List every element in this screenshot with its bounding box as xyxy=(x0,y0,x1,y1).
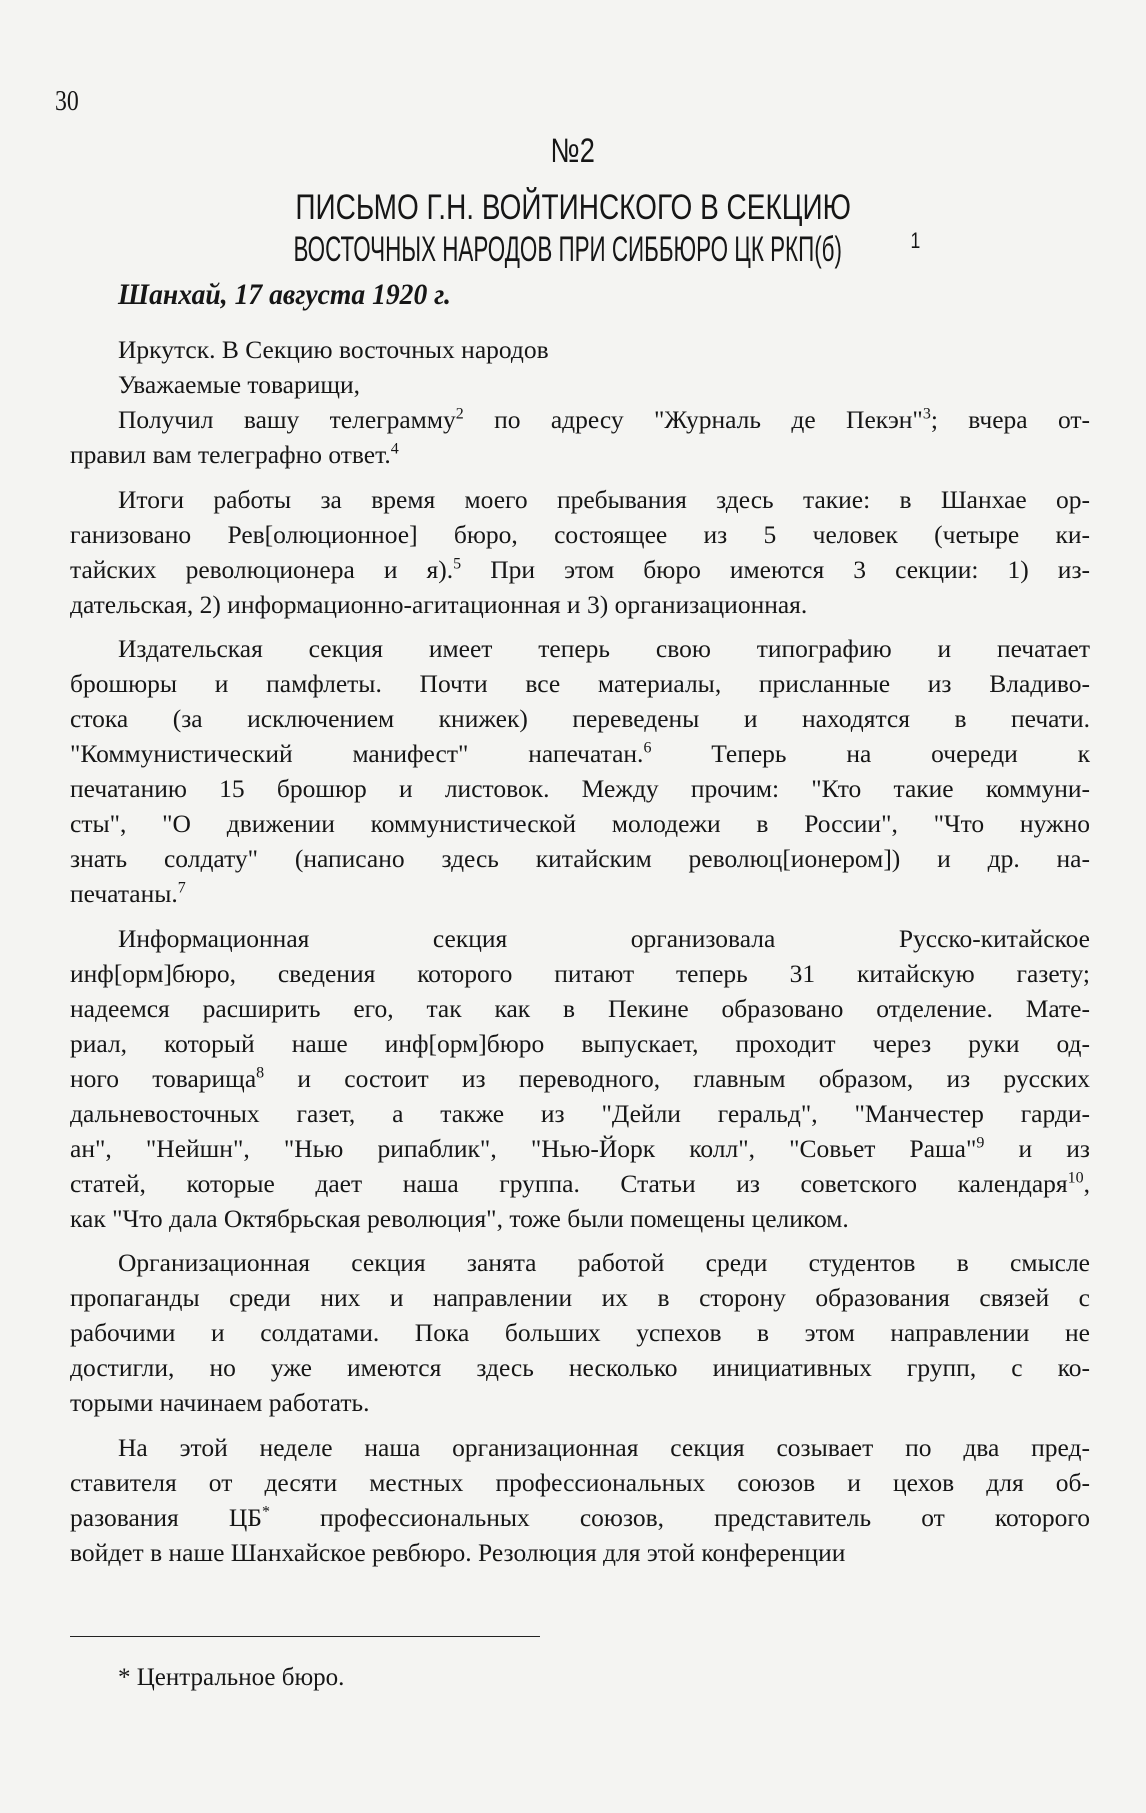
text-line: Итоги работы за время моего пребывания здесь такие: в Шанхае ор- xyxy=(118,484,1090,514)
paragraph xyxy=(70,367,1090,402)
document-number-text: №2 xyxy=(550,132,596,170)
text-line: печатаны.$^7$ xyxy=(70,879,186,908)
text-line: ного товарища$^8$ и состоит из переводного, главным образом, из русских xyxy=(70,1063,1090,1093)
text-line: Получил вашу телеграмму$^2$ по адресу "Журналь де Пекэн"$^3$; вчера от- xyxy=(118,405,1091,434)
text-line: Иркутск. В Секцию восточных народов xyxy=(118,335,549,364)
text-line: дальневосточных газет, а также из "Дейли геральд", "Манчестер гарди- xyxy=(70,1098,1090,1128)
text-line: Организационная секция занята работой среди студентов в смысле xyxy=(118,1248,1090,1277)
text-line: Уважаемые товарищи, xyxy=(118,370,361,399)
text-line: войдет в наше Шанхайское ревбюро. Резолюция для этой конференции xyxy=(70,1537,846,1567)
text-line: На этой неделе наша организационная секция созывает по два пред- xyxy=(118,1432,1090,1462)
text-line: достигли, но уже имеются здесь несколько инициативных групп, с ко- xyxy=(70,1353,1090,1382)
text-line: Издательская секция имеет теперь свою типографию и печатает xyxy=(118,634,1090,663)
paragraph xyxy=(70,482,1090,622)
footnote-ref: 5 xyxy=(453,555,462,572)
text-line: "Коммунистический манифест" напечатан.$^6$ Теперь на очереди к xyxy=(70,739,1090,768)
footnote-ref: 4 xyxy=(390,440,399,458)
text-line: как "Что дала Октябрьская революция", тоже были помещены целиком. xyxy=(70,1203,849,1233)
footnote: * Центральное бюро. xyxy=(118,1664,345,1691)
place-date: Шанхай, 17 августа 1920 г. xyxy=(118,278,451,311)
text-line: сты", "О движении коммунистической молодежи в России", "Что нужно xyxy=(70,809,1090,838)
letter-body xyxy=(70,332,1090,1579)
text-line: надеемся расширить его, так как в Пекине образовано отделение. Мате- xyxy=(70,993,1090,1023)
text-line: ганизовано Рев[олюционное] бюро, состоящее из 5 человек (четыре ки- xyxy=(70,519,1090,549)
text-line: ан", "Нейшн", "Нью рипаблик", "Нью-Йорк колл", "Совьет Раша"$^9$ и из xyxy=(70,1133,1090,1163)
title-line-2-text: ВОСТОЧНЫХ НАРОДОВ ПРИ СИББЮРО ЦК РКП(б) xyxy=(293,229,843,269)
text-line: разования ЦБ* профессиональных союзов, представитель от которого xyxy=(70,1502,1090,1532)
footnote-ref: 3 xyxy=(922,405,931,423)
paragraph xyxy=(70,921,1090,1236)
footnote-divider xyxy=(70,1636,540,1637)
paragraph xyxy=(70,332,1090,367)
footnote-ref: 1 xyxy=(910,228,921,253)
text-line: стока (за исключением книжек) переведены и находятся в печати. xyxy=(70,704,1090,733)
text-line: рабочими и солдатами. Пока больших успехов в этом направлении не xyxy=(70,1318,1090,1347)
paragraph xyxy=(70,1245,1090,1420)
footnote-ref: 8 xyxy=(256,1064,265,1081)
title-line-2 xyxy=(0,228,1146,270)
paragraph xyxy=(70,1430,1090,1570)
paragraph xyxy=(70,631,1090,911)
title-line-1-text: ПИСЬМО Г.Н. ВОЙТИНСКОГО В СЕКЦИЮ xyxy=(295,188,851,227)
title-line-2-wrap xyxy=(225,228,920,270)
text-line: тайских революционера и я).$^5$ При этом бюро имеются 3 секции: 1) из- xyxy=(70,554,1091,584)
title-line-1 xyxy=(0,188,1146,228)
footnote-ref: 2 xyxy=(455,405,464,423)
text-line: знать солдату" (написано здесь китайским революц[ионером]) и др. на- xyxy=(70,844,1090,873)
text-line: пропаганды среди них и направлении их в сторону образования связей с xyxy=(70,1283,1090,1312)
text-line: печатанию 15 брошюр и листовок. Между прочим: "Кто такие коммуни- xyxy=(70,774,1090,803)
text-line: риал, который наше инф[орм]бюро выпускает, проходит через руки од- xyxy=(70,1028,1090,1058)
text-line: брошюры и памфлеты. Почти все материалы, присланные из Владиво- xyxy=(70,669,1090,698)
text-line: правил вам телеграфно ответ.$^4$ xyxy=(70,440,399,469)
text-line: статей, которые дает наша группа. Статьи из советского календаря$^{10}$, xyxy=(70,1168,1090,1198)
page-number: 30 xyxy=(55,86,79,117)
paragraph xyxy=(70,402,1090,472)
text-line: дательская, 2) информационно-агитационная и 3) организационная. xyxy=(70,589,808,619)
footnote-ref: * xyxy=(261,1503,270,1520)
footnote-ref: 6 xyxy=(643,739,652,757)
text-line: Информационная секция организовала Русско-китайское xyxy=(118,923,1090,953)
document-number xyxy=(0,132,1146,171)
footnote-ref: 7 xyxy=(177,879,186,897)
text-line: инф[орм]бюро, сведения которого питают теперь 31 китайскую газету; xyxy=(70,958,1090,988)
footnote-ref: 10 xyxy=(1067,1169,1084,1186)
text-line: торыми начинаем работать. xyxy=(70,1388,370,1417)
text-line: ставителя от десяти местных профессиональных союзов и цехов для об- xyxy=(70,1467,1090,1497)
footnote-ref: 9 xyxy=(976,1134,985,1151)
